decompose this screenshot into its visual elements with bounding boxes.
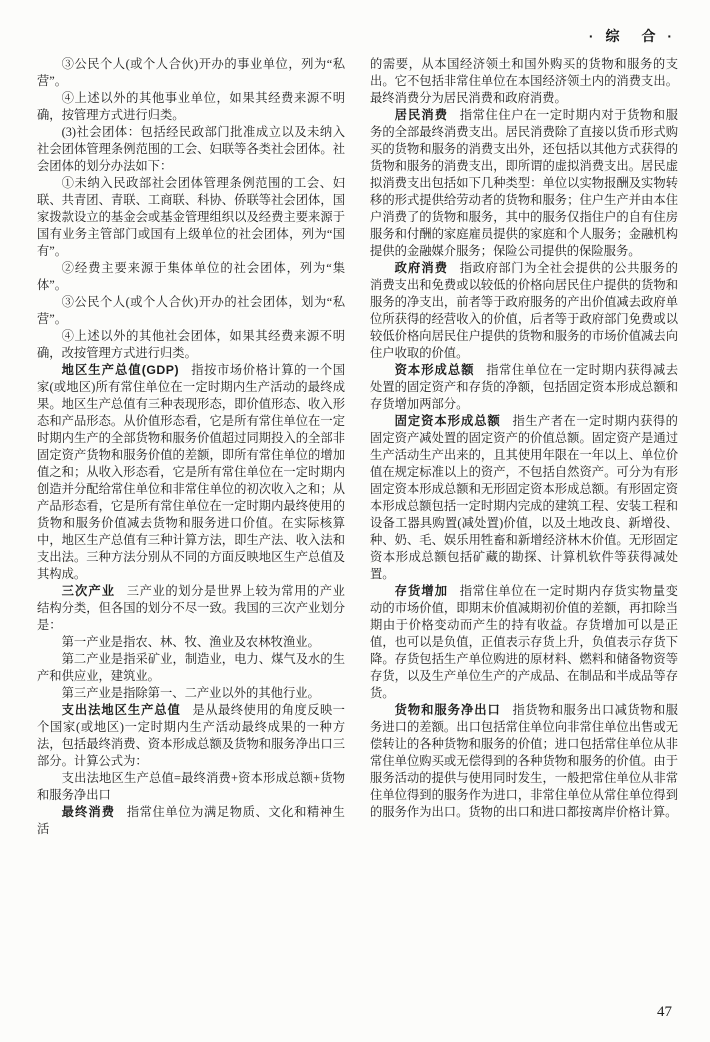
paragraph: 第三产业是指除第一、二产业以外的其他行业。 xyxy=(61,686,320,700)
glossary-term-label: 货物和服务净出口 xyxy=(394,703,501,717)
paragraph: 第二产业是指采矿业，制造业，电力、煤气及水的生产和供应业，建筑业。 xyxy=(37,652,345,683)
glossary-term-label: 三次产业 xyxy=(61,584,116,598)
glossary-term-label: 地区生产总值(GDP) xyxy=(61,363,180,377)
glossary-term-label: 政府消费 xyxy=(394,261,449,275)
glossary-term-paragraph: 最终消费 指常住单位为满足物质、文化和精神生活 xyxy=(37,805,345,836)
paragraph: ③公民个人(或个人合伙)开办的事业单位，列为“私营”。 xyxy=(37,57,345,88)
glossary-term-paragraph: 地区生产总值(GDP) 指按市场价格计算的一个国家(或地区)所有常住单位在一定时期内生产活动的最终成果。地区生产总值有三种表现形态，即价值形态、收入形态和产品形态。从价值形态看，它是所有常住单位在一定时期内生产的全部货物和服务价值超过同期投入的全部非固定资产货物和服务价值的差额，即所有常住单位的增加值之和；从收入形态看，它是所有常住单位在一定时期内创造并分配给常住单位和非常住单位的初次收入之和；从产品形态看，它是所有常住单位在一定时期内最终使用的货物和服务价值减去货物和服务进口价值。在实际核算中，地区生产总值有三种计算方法，即生产法、收入法和支出法。三种方法分别从不同的方面反映地区生产总值及其构成。 xyxy=(37,363,345,581)
glossary-term-paragraph: 货物和服务净出口 指货物和服务出口减货物和服务进口的差额。出口包括常住单位向非常住单位出售或无偿转让的各种货物和服务的价值；进口包括常住单位从非常住单位购买或无偿得到的各种货物和服务的价值。由于服务活动的提供与使用同时发生，一般把常住单位从非常住单位得到的服务作为进口，非常住单位从常住单位得到的服务作为出口。货物的出口和进口都按离岸价格计算。 xyxy=(370,703,678,819)
paragraph: 支出法地区生产总值=最终消费+资本形成总额+货物和服务净出口 xyxy=(37,771,345,802)
running-head xyxy=(589,26,676,46)
right-column xyxy=(370,56,678,856)
glossary-term-label: 最终消费 xyxy=(61,805,116,819)
glossary-term-label: 资本形成总额 xyxy=(394,363,475,377)
paragraph: ④上述以外的其他事业单位，如果其经费来源不明确，按管理方式进行归类。 xyxy=(37,91,345,122)
glossary-term-paragraph: 支出法地区生产总值 是从最终使用的角度反映一个国家(或地区)一定时期内生产活动最终成果的一种方法，包括最终消费、资本形成总额及货物和服务净出口三部分。计算公式为： xyxy=(37,703,345,768)
glossary-term-label: 支出法地区生产总值 xyxy=(61,703,181,717)
paragraph: ②经费主要来源于集体单位的社会团体，列为“集体”。 xyxy=(37,261,345,292)
section-label: · 综 合 · xyxy=(588,28,676,44)
glossary-term-paragraph: 固定资本形成总额 指生产者在一定时期内获得的固定资产减处置的固定资产的价值总额。固定资产是通过生产活动生产出来的，且其使用年限在一年以上、单位价值在规定标准以上的资产，不包括自然资产。可分为有形固定资本形成总额和无形固定资本形成总额。有形固定资本形成总额包括一定时期内完成的建筑工程、安装工程和设备工器具购置(减处置)价值，以及土地改良、新增役、种、奶、毛、娱乐用牲畜和新增经济林木价值。无形固定资本形成总额包括矿藏的勘探、计算机软件等获得减处置。 xyxy=(370,414,678,581)
glossary-term-label: 存货增加 xyxy=(394,584,449,598)
glossary-term-paragraph: 政府消费 指政府部门为全社会提供的公共服务的消费支出和免费或以较低的价格向居民住户提供的货物和服务的净支出，前者等于政府服务的产出价值减去政府单位所获得的经营收入的价值，后者等于政府部门免费或以较低价格向居民住户提供的货物和服务的市场价值减去向住户收取的价值。 xyxy=(370,261,678,360)
page-number: 47 xyxy=(657,1004,672,1020)
glossary-term-paragraph: 存货增加 指常住单位在一定时期内存货实物量变动的市场价值，即期末价值减期初价值的差额，再扣除当期由于价格变动而产生的持有收益。存货增加可以是正值，也可以是负值，正值表示存货上升，负值表示存货下降。存货包括生产单位购进的原材料、燃料和储备物资等存货，以及生产单位生产的产成品、在制品和半成品等存货。 xyxy=(370,584,678,700)
glossary-term-paragraph: 资本形成总额 指常住单位在一定时期内获得减去处置的固定资产和存货的净额，包括固定资本形成总额和存货增加两部分。 xyxy=(370,363,678,411)
paragraph: (3)社会团体：包括经民政部门批准成立以及未纳入社会团体管理条例范围的工会、妇联等各类社会团体。社会团体的划分办法如下： xyxy=(37,125,345,173)
paragraph: ④上述以外的其他社会团体，如果其经费来源不明确，改按管理方式进行归类。 xyxy=(37,329,345,360)
paragraph: ①未纳入民政部社会团体管理条例范围的工会、妇联、共青团、青联、工商联、科协、侨联等社会团体，国家拨款设立的基金会或基金管理组织以及经费主要来源于国有业务主管部门或国有上级单位的社会团体，列为“国有”。 xyxy=(37,176,345,258)
text-columns xyxy=(37,56,678,856)
paragraph: ③公民个人(或个人合伙)开办的社会团体，划为“私营”。 xyxy=(37,295,345,326)
left-column xyxy=(37,56,345,856)
glossary-term-label: 固定资本形成总额 xyxy=(394,414,501,428)
paragraph: 的需要，从本国经济领土和国外购买的货物和服务的支出。它不包括非常住单位在本国经济领土内的消费支出。最终消费分为居民消费和政府消费。 xyxy=(370,57,678,105)
glossary-term-paragraph: 居民消费 指常住住户在一定时期内对于货物和服务的全部最终消费支出。居民消费除了直接以货币形式购买的货物和服务的消费支出外，还包括以其他方式获得的货物和服务的消费支出，即所谓的虚拟消费支出。居民虚拟消费支出包括如下几种类型：单位以实物报酬及实物转移的形式提供给劳动者的货物和服务；住户生产并由本住户消费了的货物和服务，其中的服务仅指住户的自有住房服务和付酬的家庭雇员提供的家庭和个人服务；金融机构提供的金融媒介服务；保险公司提供的保险服务。 xyxy=(370,108,678,258)
glossary-term-label: 居民消费 xyxy=(394,108,449,122)
glossary-term-paragraph: 三次产业 三产业的划分是世界上较为常用的产业结构分类，但各国的划分不尽一致。我国的三次产业划分是： xyxy=(37,584,345,632)
paragraph: 第一产业是指农、林、牧、渔业及农林牧渔业。 xyxy=(61,635,320,649)
